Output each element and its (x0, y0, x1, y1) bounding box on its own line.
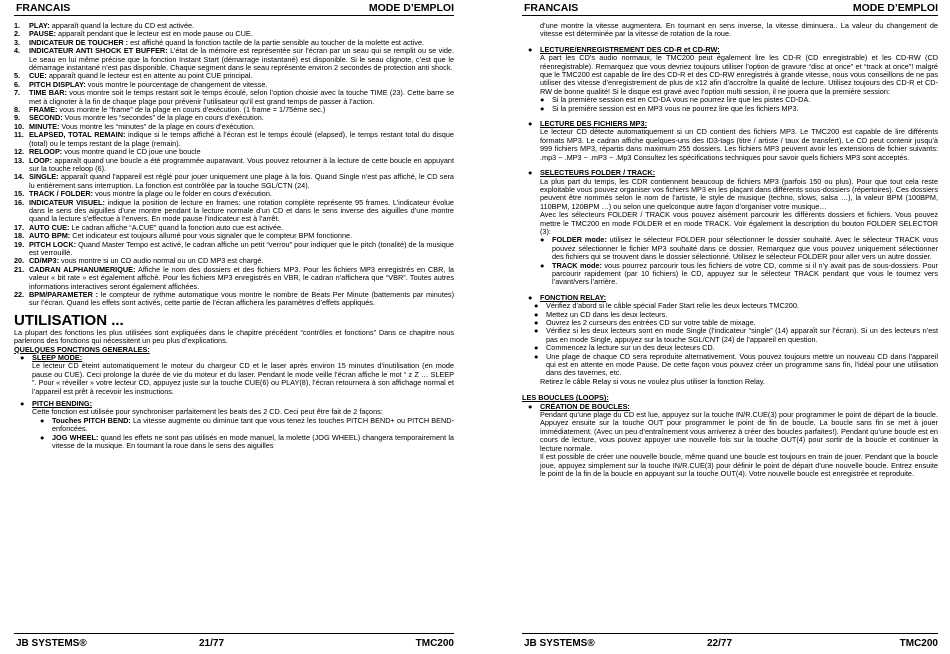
item-title: TRACK / FOLDER: (29, 189, 94, 199)
item-text: apparaît quand une boucle a été programmée auparavant. Vous pouvez retourner à la lecture de cette boucle en appuyant sur la touche reloop (6). (29, 155, 454, 173)
item-text: vous montre soit le temps restant soit le temps écoulé, selon l’option choisie avec la touche TIME (23). Cette barre se met à clignoter à la fin de chaque plage pour prévenir l’utilisateur qu’il est grand temps de passer à l’action. (29, 88, 454, 106)
item-text: Quand Master Tempo est activé, le cadran affiche un petit “verrou” pour indiquer que le pitch (tonalité) de la musique est verrouillé. (29, 239, 454, 257)
pitch-bend-text: La vitesse augmente ou diminue tant que vous tenez les touches PITCH BEND+ ou PITCH BEND- enfoncées. (52, 415, 454, 434)
item-text: L’état de la mémoire est représentée sur l’écran par un seau qui se remplit ou se vide. Le seau en lui même précise que la fonction Instant Start (démarrage instantané) est disponible. Si le seau clignote, c’est que le démarrage instantané n’est pas disponible. Chaque segment dans le seau représente environ 2 secondes de protection anti shock. (29, 46, 454, 73)
relay-step-text: Vérifiez si les deux lecteurs sont en mode Single (l’indicateur “single” (14) apparaît sur l’écran). Si un des lecteurs n’est pas en mode Single, appuyez sur la touche SGL/CNT (24) de l’appareil en question. (546, 326, 938, 344)
item-number: 7. (14, 88, 21, 98)
footer-page-number: 21/77 (199, 638, 225, 649)
selectors-paragraph-2: Avec les sélecteurs FOLDER / TRACK vous pouvez aisément parcourir les différents dossiers et fichiers. Vous pouvez mettre le TMC200 en mode FOLDER et en mode TRACK. Voir également la description du bouton FOLDER SELECTOR (3): (540, 210, 938, 236)
footer-brand: JB SYSTEMS® (16, 638, 87, 649)
item-number: 17. (14, 222, 25, 232)
relay-step-text: Vérifiez d’abord si le câble spécial Fader Start relie les deux lecteurs TMC200. (546, 301, 799, 311)
item-text: vous montre la plage ou le folder en cours d’exécution. (93, 189, 272, 199)
item-number: 1. (14, 21, 21, 30)
item-title: CD/MP3: (29, 256, 59, 266)
item-text: vous montre le pourcentage de changement de vitesse. (85, 79, 268, 89)
item-text: est affiché quand la fonction tactile de la partie sensible au toucher de la molette est active. (128, 37, 425, 47)
continued-paragraph: d’une montre la vitesse augmentera. En tournant en sens inverse, la vitesse diminuera.. La valeur du changement de vitesse est déterminée par la vitesse de rotation de la roue. (540, 21, 938, 39)
item-title: TIME BAR: (29, 88, 67, 98)
relay-step-text: Mettez un CD dans les deux lecteurs. (546, 309, 668, 319)
cdr-bullet: ● Si la première session est en MP3 vous ne pourrez lire que les fichiers MP3. (540, 105, 938, 113)
item-number: 5. (14, 71, 21, 81)
item-number: 9. (14, 113, 21, 123)
item-title: INDICATEUR DE TOUCHER : (29, 37, 129, 47)
item-number: 2. (14, 29, 21, 39)
list-item-pitch: ● PITCH BENDING: (20, 399, 92, 409)
page-footer (14, 633, 454, 654)
list-item-cdr: ● LECTURE/ENREGISTREMENT DES CD-R et CD-RW: (528, 44, 720, 54)
mp3-paragraph: Le lecteur CD détecte automatiquement si un CD contient des fichiers MP3. Le TMC200 est capable de lire différents formats MP3. Le cadran affiche quelques-uns des ID3-tags (titre / artiste / taux de transfert). Le CD peut contenir jusqu’à 999 fichiers MP3, répartis dans maximum 255 dossiers. Les fichiers MP3 peuvent avoir les extensions de fichier suivants: .mp3 ~ .MP3 ~ .mP3 ~ .Mp3 Consultez les spécifications techniques pour savoir quels fichiers MP3 sont acceptés. (540, 127, 938, 162)
relay-steps-list (522, 302, 938, 378)
list-item-folder-mode: ● FOLDER mode: utilisez le sélecteur FOLDER pour sélectionner le dossier souhaité. Avec le sélecteur TRACK vous pouvez sélectionner le fichier MP3 souhaité dans ce dossier. Remarquez que vous pouvez uniquement sélectionner des fichiers qui se trouvent dans le dossier sélectionné. Utilisez le sélecteur FOLDER pour aller vers un autre dossier. (540, 235, 938, 262)
list-item-mp3: ● LECTURE DES FICHIERS MP3: (528, 119, 648, 129)
page-footer (522, 633, 938, 654)
item-number: 13. (14, 155, 25, 165)
item-number: 20. (14, 256, 25, 266)
pitch-paragraph: Cette fonction est utilisée pour synchroniser parfaitement les beats des 2 CD. Ceci peut être fait de 2 façons: (32, 407, 383, 417)
footer-model: TMC200 (899, 638, 938, 649)
numbered-item (14, 131, 454, 148)
cdr-heading: LECTURE/ENREGISTREMENT DES CD-R et CD-RW: (540, 44, 720, 54)
footer-model: TMC200 (415, 638, 454, 649)
item-text: apparaît quand le lecteur est en attente au point CUE principal. (46, 71, 253, 81)
pitch-heading: PITCH BENDING: (32, 399, 92, 409)
loops-heading: LES BOUCLES (LOOPS): (522, 393, 609, 403)
bullet-icon: ● (534, 351, 539, 361)
item-title: PLAY: (29, 21, 50, 30)
track-mode-heading: TRACK mode: (552, 260, 602, 270)
bullet-icon: ● (534, 309, 539, 319)
item-title: SINGLE: (29, 172, 59, 182)
create-loops-heading: CRÉATION DE BOUCLES: (540, 401, 630, 411)
numbered-item (14, 199, 454, 224)
item-number: 16. (14, 197, 25, 207)
item-text: Vous montre les “minutes” de la plage en cours d’exécution. (59, 121, 255, 131)
jog-text: quand les effets ne sont pas utilisés en mode manuel, la molette (JOG WHEEL) changera temporairement la vitesse de la musique. En tournant la roue dans le sens des aiguilles (52, 432, 454, 451)
header-title: MODE D’EMPLOI (852, 2, 938, 14)
list-item-jog: ● JOG WHEEL: quand les effets ne sont pas utilisés en mode manuel, la molette (JOG WHEEL) changera temporairement la vitesse de la musique. En tournant la roue dans le sens des aiguilles (40, 432, 454, 451)
relay-step-text: Ouvrez les 2 curseurs des entrées CD sur votre table de mixage. (546, 318, 756, 327)
item-number: 3. (14, 37, 21, 47)
relay-closing: Retirez le câble Relay si vous ne voulez plus utiliser la fonction Relay. (540, 376, 765, 386)
cdr-paragraph: A part les CD’s audio normaux, le TMC200 peut également lire les CD-R (CD enregistrable) et les CD-RW (CD réenregistrable). Remarquez que vous devriez toujours utiliser l’option de gravure “disc at once” et “track at once”! malgré que le TMC200 est capable de lire des CD-R et des CD-RW enregistrés à grande vitesse, nous vous conseillons de ne pas utiliser des vitesse d’enregistrement de plus de x12 afin d’accroître la qualité de lecture. Utilisez toujours des CD-R et CD-RW de bonne qualité! Si le disque est gravé avec l’option multi session, il ne jouera que la première session: (540, 53, 938, 96)
item-text: vous montre le “frame” de la plage en cours d’exécution. (1 frame = 1/75ème sec.) (57, 105, 326, 115)
cdr-bullet-text: Si la première session est en CD-DA vous ne pourrez lire que les pistes CD-DA. (552, 95, 811, 105)
relay-step (534, 353, 938, 378)
numbered-item (14, 241, 454, 258)
item-title: ELAPSED, TOTAL REMAIN: (29, 130, 126, 140)
page-left (14, 0, 454, 654)
numbered-item (14, 173, 454, 190)
cdr-bullet-text: Si la première session est en MP3 vous ne pourrez lire que les fichiers MP3. (552, 103, 799, 113)
item-text: Le cadran affiche “A.CUE” quand la fonction auto cue est activée. (69, 222, 284, 232)
bullet-icon: ● (534, 326, 539, 336)
header-language: FRANCAIS (16, 2, 71, 14)
item-title: AUTO CUE: (29, 222, 70, 232)
item-title: AUTO BPM: (29, 231, 71, 241)
bullet-icon: ● (534, 343, 539, 353)
sleep-paragraph: Le lecteur CD éteint automatiquement le moteur du chargeur CD et le laser après environ 15 minutes d’inutilisation (en mode pause ou CUE). Ceci prolonge la durée de vie du moteur et du laser. Pendant le mode veille l’écran affiche le mot “ z Z … SLEEP ”. Pour « réveiller » votre lecteur CD, appuyez juste sur la touche CUE(6) ou PLAY(8), l’écran retournera à son affichage normal et l’appareil est prêt à recevoir les instructions. (32, 361, 454, 396)
bullet-icon: ● (534, 301, 539, 311)
header-language: FRANCAIS (524, 2, 579, 14)
item-number: 4. (14, 46, 21, 56)
item-number: 21. (14, 264, 25, 274)
item-text: Affiche le nom des dossiers et des fichiers MP3. Pour les fichiers MP3 enregistrés en CBR, la valeur « bit rate » est également affiché. Pour les fichiers MP3 enregistrés en VBR, le cadran n’affichera que “VBR”. Toutes autres informations interactives seront également affichées. (29, 264, 454, 291)
item-number: 6. (14, 79, 21, 89)
item-title: FRAME: (29, 105, 58, 115)
item-title: INDICATEUR ANTI SHOCK ET BUFFER: (29, 46, 168, 56)
track-mode-text: vous pourrez parcourir tous les fichiers de votre CD, comme si il n’y avait pas de sous-dossiers. Pour parcourir rapidement (par 10 fichiers) le CD, appuyez sur le sélecteur TRACK pendant que vous le tournez vers l’avant/vers l’arrière. (552, 260, 938, 287)
list-item-selectors: ● SELECTEURS FOLDER / TRACK: (528, 168, 656, 178)
selectors-paragraph-1: La plus part du temps, les CDR contiennent beaucoup de fichiers MP3 (parfois 150 ou plus). Pour que tout cela reste exploitable vous pouvez organiser vos fichiers MP3 en les plaçant dans différents sous-dossiers (répertoires). Ces dossiers peuvent être nommés selon le nom de l’artiste, le style de musique (techno, slows, salsa …), la valeur BPM (100BPM, 110BPM, 120BPM …) ou selon une quelconque autre façon d’organiser votre musique… (540, 176, 938, 211)
list-item-pitch-bend: ● Touches PITCH BEND: La vitesse augmente ou diminue tant que vous tenez les touches PITCH BEND+ ou PITCH BEND- enfoncées. (40, 415, 454, 434)
relay-step-text: Commencez la lecture sur un des deux lecteurs CD. (546, 343, 715, 353)
item-text: indique si le temps affiché à l’écran est le temps écoulé (elapsed), le temps restant total du disque (total) ou le temps restant de la plage (remain). (29, 130, 454, 148)
list-item-relay: ● FONCTION RELAY: (528, 292, 607, 302)
item-text: Cet indicateur est toujours allumé pour vous signaler que le compteur BPM fonctionne. (70, 231, 353, 241)
page-header (522, 2, 938, 16)
item-text: apparaît quand l’appareil est réglé pour jouer uniquement une plage à la fois. Quand Single n’est pas affiché, le CD sera lu entièrement sans interruption. La fonction est contrôlée par la touche SGL/CTN (24). (29, 172, 454, 190)
item-number: 10. (14, 121, 25, 131)
bullet-icon: ● (534, 318, 539, 327)
mp3-heading: LECTURE DES FICHIERS MP3: (540, 119, 648, 129)
item-text: le compteur de rythme automatique vous montre le nombre de Beats Per Minute (battements par minutes) sur l’écran. Quand les effets sont activés, cette partie de l’écran affichera les paramètres d’effets appliqués. (29, 290, 454, 308)
item-title: CADRAN ALPHANUMERIQUE: (29, 264, 136, 274)
item-title: MINUTE: (29, 121, 60, 131)
section-heading-utilisation: UTILISATION ... (14, 311, 124, 329)
item-number: 14. (14, 172, 25, 182)
list-item-create-loops: ● CRÉATION DE BOUCLES: (528, 401, 630, 411)
folder-mode-text: utilisez le sélecteur FOLDER pour sélectionner le dossier souhaité. Avec le sélecteur TRACK vous pouvez sélectionner le fichier MP3 souhaité dans ce dossier. Remarquez que vous pouvez uniquement sélectionner des fichiers qui se trouvent dans le dossier sélectionné. Utilisez le sélecteur FOLDER pour aller vers un autre dossier. (552, 235, 938, 262)
numbered-item (14, 266, 454, 291)
item-text: vous montre quand le CD joue une boucle (62, 147, 201, 157)
list-item-sleep: ● SLEEP MODE: (20, 353, 83, 363)
create-loops-paragraph-2: Il est possible de créer une nouvelle boucle, même quand une boucle est toujours en train de jouer. Pendant que la boucle joue, appuyez simplement sur la touche IN/R.CUE(3) pour définir le point de départ d’une nouvelle boucle. Entrez ensuite le point de la fin de la boucle en appuyant sur la touche OUT(4). Votre nouvelle boucle est enregistrée et reproduite. (540, 452, 938, 478)
item-title: SECOND: (29, 113, 63, 123)
numbered-item (14, 89, 454, 106)
pitch-bend-heading: Touches PITCH BEND: (52, 415, 131, 425)
jog-heading: JOG WHEEL: (52, 432, 99, 442)
numbered-item (14, 47, 454, 72)
item-title: INDICATEUR VISUEL: (29, 197, 105, 207)
numbered-item (14, 291, 454, 308)
relay-step-text: Une plage de chaque CD sera reproduite alternativement. Vous pouvez toujours mettre un nouveau CD dans l’appareil qui est en attente en mode Pause. De cette façon vous pouvez créer un programme sans fin, l’idéal pour une utilisation dans des tavernes, etc. (546, 351, 938, 378)
display-items-list (14, 22, 454, 308)
item-text: vous montre si un CD audio normal ou un CD MP3 est chargé. (59, 256, 264, 266)
relay-step (534, 327, 938, 344)
item-number: 8. (14, 105, 21, 115)
page-header (14, 2, 454, 16)
page-right (522, 0, 938, 654)
item-number: 15. (14, 189, 25, 199)
item-title: RELOOP: (29, 147, 63, 157)
list-item-track-mode: ● TRACK mode: vous pourrez parcourir tous les fichiers de votre CD, comme si il n’y avait pas de sous-dossiers. Pour parcourir rapidement (par 10 fichiers) le CD, appuyez sur le sélecteur TRACK pendant que vous le tournez vers l’avant/vers l’arrière. (540, 260, 938, 287)
intro-paragraph: La plupart des fonctions les plus utilisées sont expliquées dans le chapitre précédent “contrôles et fonctions” Dans ce chapitre nous parlerons des fonctions qui nécessitent un peu plus d’explications. (14, 327, 454, 346)
item-title: BPM/PARAMETER : (29, 290, 99, 299)
numbered-item (14, 157, 454, 174)
cdr-bullet: ● Si la première session est en CD-DA vous ne pourrez lire que les pistes CD-DA. (540, 96, 938, 104)
create-loops-paragraph-1: Pendant qu’une plage du CD est lue, appuyez sur la touche IN/R.CUE(3) pour programmer le point de départ de la boucle. Appuyez ensuite sur la touche OUT pour programmer le point de fin de boucle. La boucle sans fin se met à jouer immédiatement. (Avec un peu d’entraînement vous arriverez à créer des boucles parfaites!). Pendant qu’une boucle est en cours de lecture, vous pouvez appuyer une nouvelle fois sur la touche OUT(4) pour sortir de la boucle et continuer la lecture normale. (540, 410, 938, 453)
subsection-heading-general: QUELQUES FONCTIONS GENERALES: (14, 344, 150, 354)
folder-mode-heading: FOLDER mode: (552, 235, 607, 245)
header-title: MODE D’EMPLOI (368, 2, 454, 14)
selectors-heading: SELECTEURS FOLDER / TRACK: (540, 168, 656, 178)
footer-brand: JB SYSTEMS® (524, 638, 595, 649)
item-number: 22. (14, 290, 25, 299)
item-number: 11. (14, 130, 24, 140)
item-number: 18. (14, 231, 25, 241)
item-number: 12. (14, 147, 25, 157)
item-title: PAUSE: (29, 29, 57, 39)
item-text: apparaît quand la lecture du CD est activée. (49, 21, 195, 30)
item-text: indique la position de lecture en frames: une rotation complète représente 95 frames. L’indicateur évolue dans le sens des aiguilles d’une montre pendant la lecture normale d’un CD et dans le sens inverse des aiguilles d’une montre quand la lecture s’effectue à l’envers. En mode pause l’indicateur est à l’arrêt. (29, 197, 454, 224)
item-title: PITCH LOCK: (29, 239, 77, 249)
item-title: PITCH DISPLAY: (29, 79, 86, 89)
page-body (522, 22, 938, 630)
item-text: Vous montre les “secondes” de la plage en cours d’exécution. (62, 113, 264, 123)
sleep-heading: SLEEP MODE: (32, 353, 83, 363)
relay-heading: FONCTION RELAY: (540, 292, 607, 302)
item-title: LOOP: (29, 155, 53, 165)
item-title: CUE: (29, 71, 47, 81)
item-number: 19. (14, 239, 25, 249)
page-body (14, 22, 454, 630)
item-text: apparaît pendant que le lecteur est en mode pause ou CUE. (56, 29, 253, 39)
footer-page-number: 22/77 (707, 638, 733, 649)
